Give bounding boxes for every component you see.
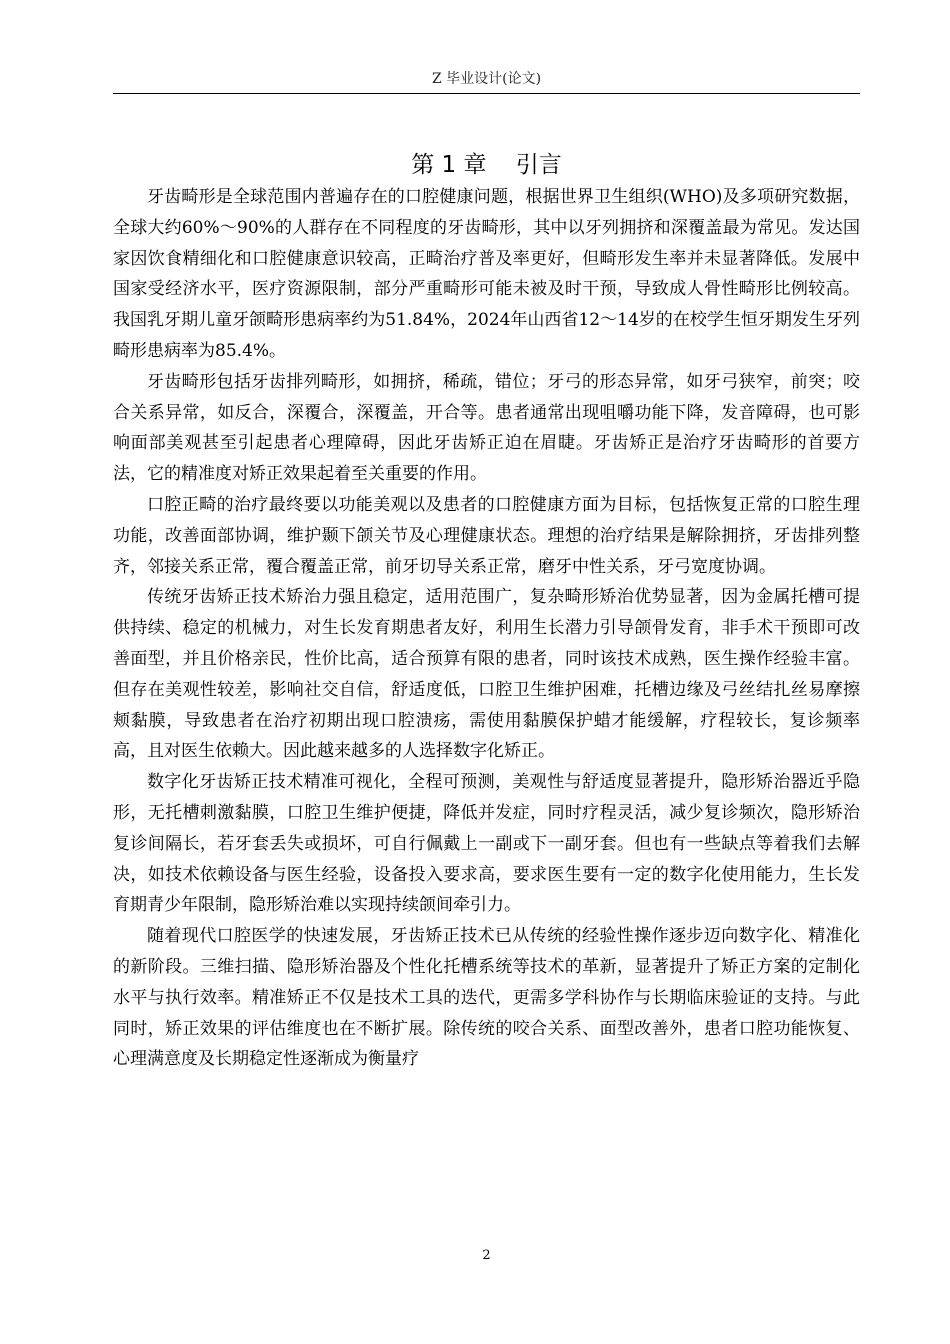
paragraph: 传统牙齿矫正技术矫治力强且稳定，适用范围广，复杂畸形矫治优势显著，因为金属托槽可提供持续、稳定的机械力，对生长发育期患者友好，利用生长潜力引导颌骨发育，非手术干预即可改善面型，并且价格亲民，性价比高，适合预算有限的患者，同时该技术成熟，医生操作经验丰富。但存在美观性较差，影响社交自信，舒适度低，口腔卫生维护困难，托槽边缘及弓丝结扎丝易摩擦颊黏膜，导致患者在治疗初期出现口腔溃疡，需使用黏膜保护蜡才能缓解，疗程较长，复诊频率高，且对医生依赖大。因此越来越多的人选择数字化矫正。 bbox=[113, 587, 860, 762]
paragraph: 牙齿畸形是全球范围内普遍存在的口腔健康问题，根据世界卫生组织(WHO)及多项研究数据，全球大约60%～90%的人群存在不同程度的牙齿畸形，其中以牙列拥挤和深覆盖最为常见。发达国家因饮食精细化和口腔健康意识较高，正畸治疗普及率更好，但畸形发生率并未显著降低。发展中国家受经济水平，医疗资源限制，部分严重畸形可能未被及时干预，导致成人骨性畸形比例较高。我国乳牙期儿童牙颌畸形患病率约为51.84%，2024年山西省12～14岁的在校学生恒牙期发生牙列畸形患病率为85.4%。 bbox=[113, 187, 860, 361]
running-header: Z 毕业设计(论文) bbox=[113, 68, 860, 94]
paragraph: 牙齿畸形包括牙齿排列畸形，如拥挤，稀疏，错位；牙弓的形态异常，如牙弓狭窄，前突；咬合关系异常，如反合，深覆合，深覆盖，开合等。患者通常出现咀嚼功能下降，发音障碍，也可影响面部美观甚至引起患者心理障碍，因此牙齿矫正迫在眉睫。牙齿矫正是治疗牙齿畸形的首要方法，它的精准度对矫正效果起着至关重要的作用。 bbox=[113, 371, 860, 485]
chapter-title: 第 1 章 引言 bbox=[411, 152, 562, 178]
paragraph: 口腔正畸的治疗最终要以功能美观以及患者的口腔健康方面为目标，包括恢复正常的口腔生理功能，改善面部协调，维护颞下颌关节及心理健康状态。理想的治疗结果是解除拥挤，牙齿排列整齐，邻接关系正常，覆合覆盖正常，前牙切导关系正常，磨牙中性关系，牙弓宽度协调。 bbox=[113, 494, 860, 577]
page-number: 2 bbox=[482, 1248, 491, 1263]
body-text bbox=[113, 182, 860, 1075]
paragraph: 随着现代口腔医学的快速发展，牙齿矫正技术已从传统的经验性操作逐步迈向数字化、精准化的新阶段。三维扫描、隐形矫治器及个性化托槽系统等技术的革新，显著提升了矫正方案的定制化水平与执行效率。精准矫正不仅是技术工具的迭代，更需多学科协作与长期临床验证的支持。与此同时，矫正效果的评估维度也在不断扩展。除传统的咬合关系、面型改善外，患者口腔功能恢复、心理满意度及长期稳定性逐渐成为衡量疗 bbox=[113, 926, 860, 1070]
paragraph: 数字化牙齿矫正技术精准可视化，全程可预测，美观性与舒适度显著提升，隐形矫治器近乎隐形，无托槽刺激黏膜，口腔卫生维护便捷，降低并发症，同时疗程灵活，减少复诊频次，隐形矫治复诊间隔长，若牙套丢失或损坏，可自行佩戴上一副或下一副牙套。但也有一些缺点等着我们去解决，如技术依赖设备与医生经验，设备投入要求高，要求医生要有一定的数字化使用能力，生长发育期青少年限制，隐形矫治难以实现持续颌间牵引力。 bbox=[113, 772, 860, 916]
